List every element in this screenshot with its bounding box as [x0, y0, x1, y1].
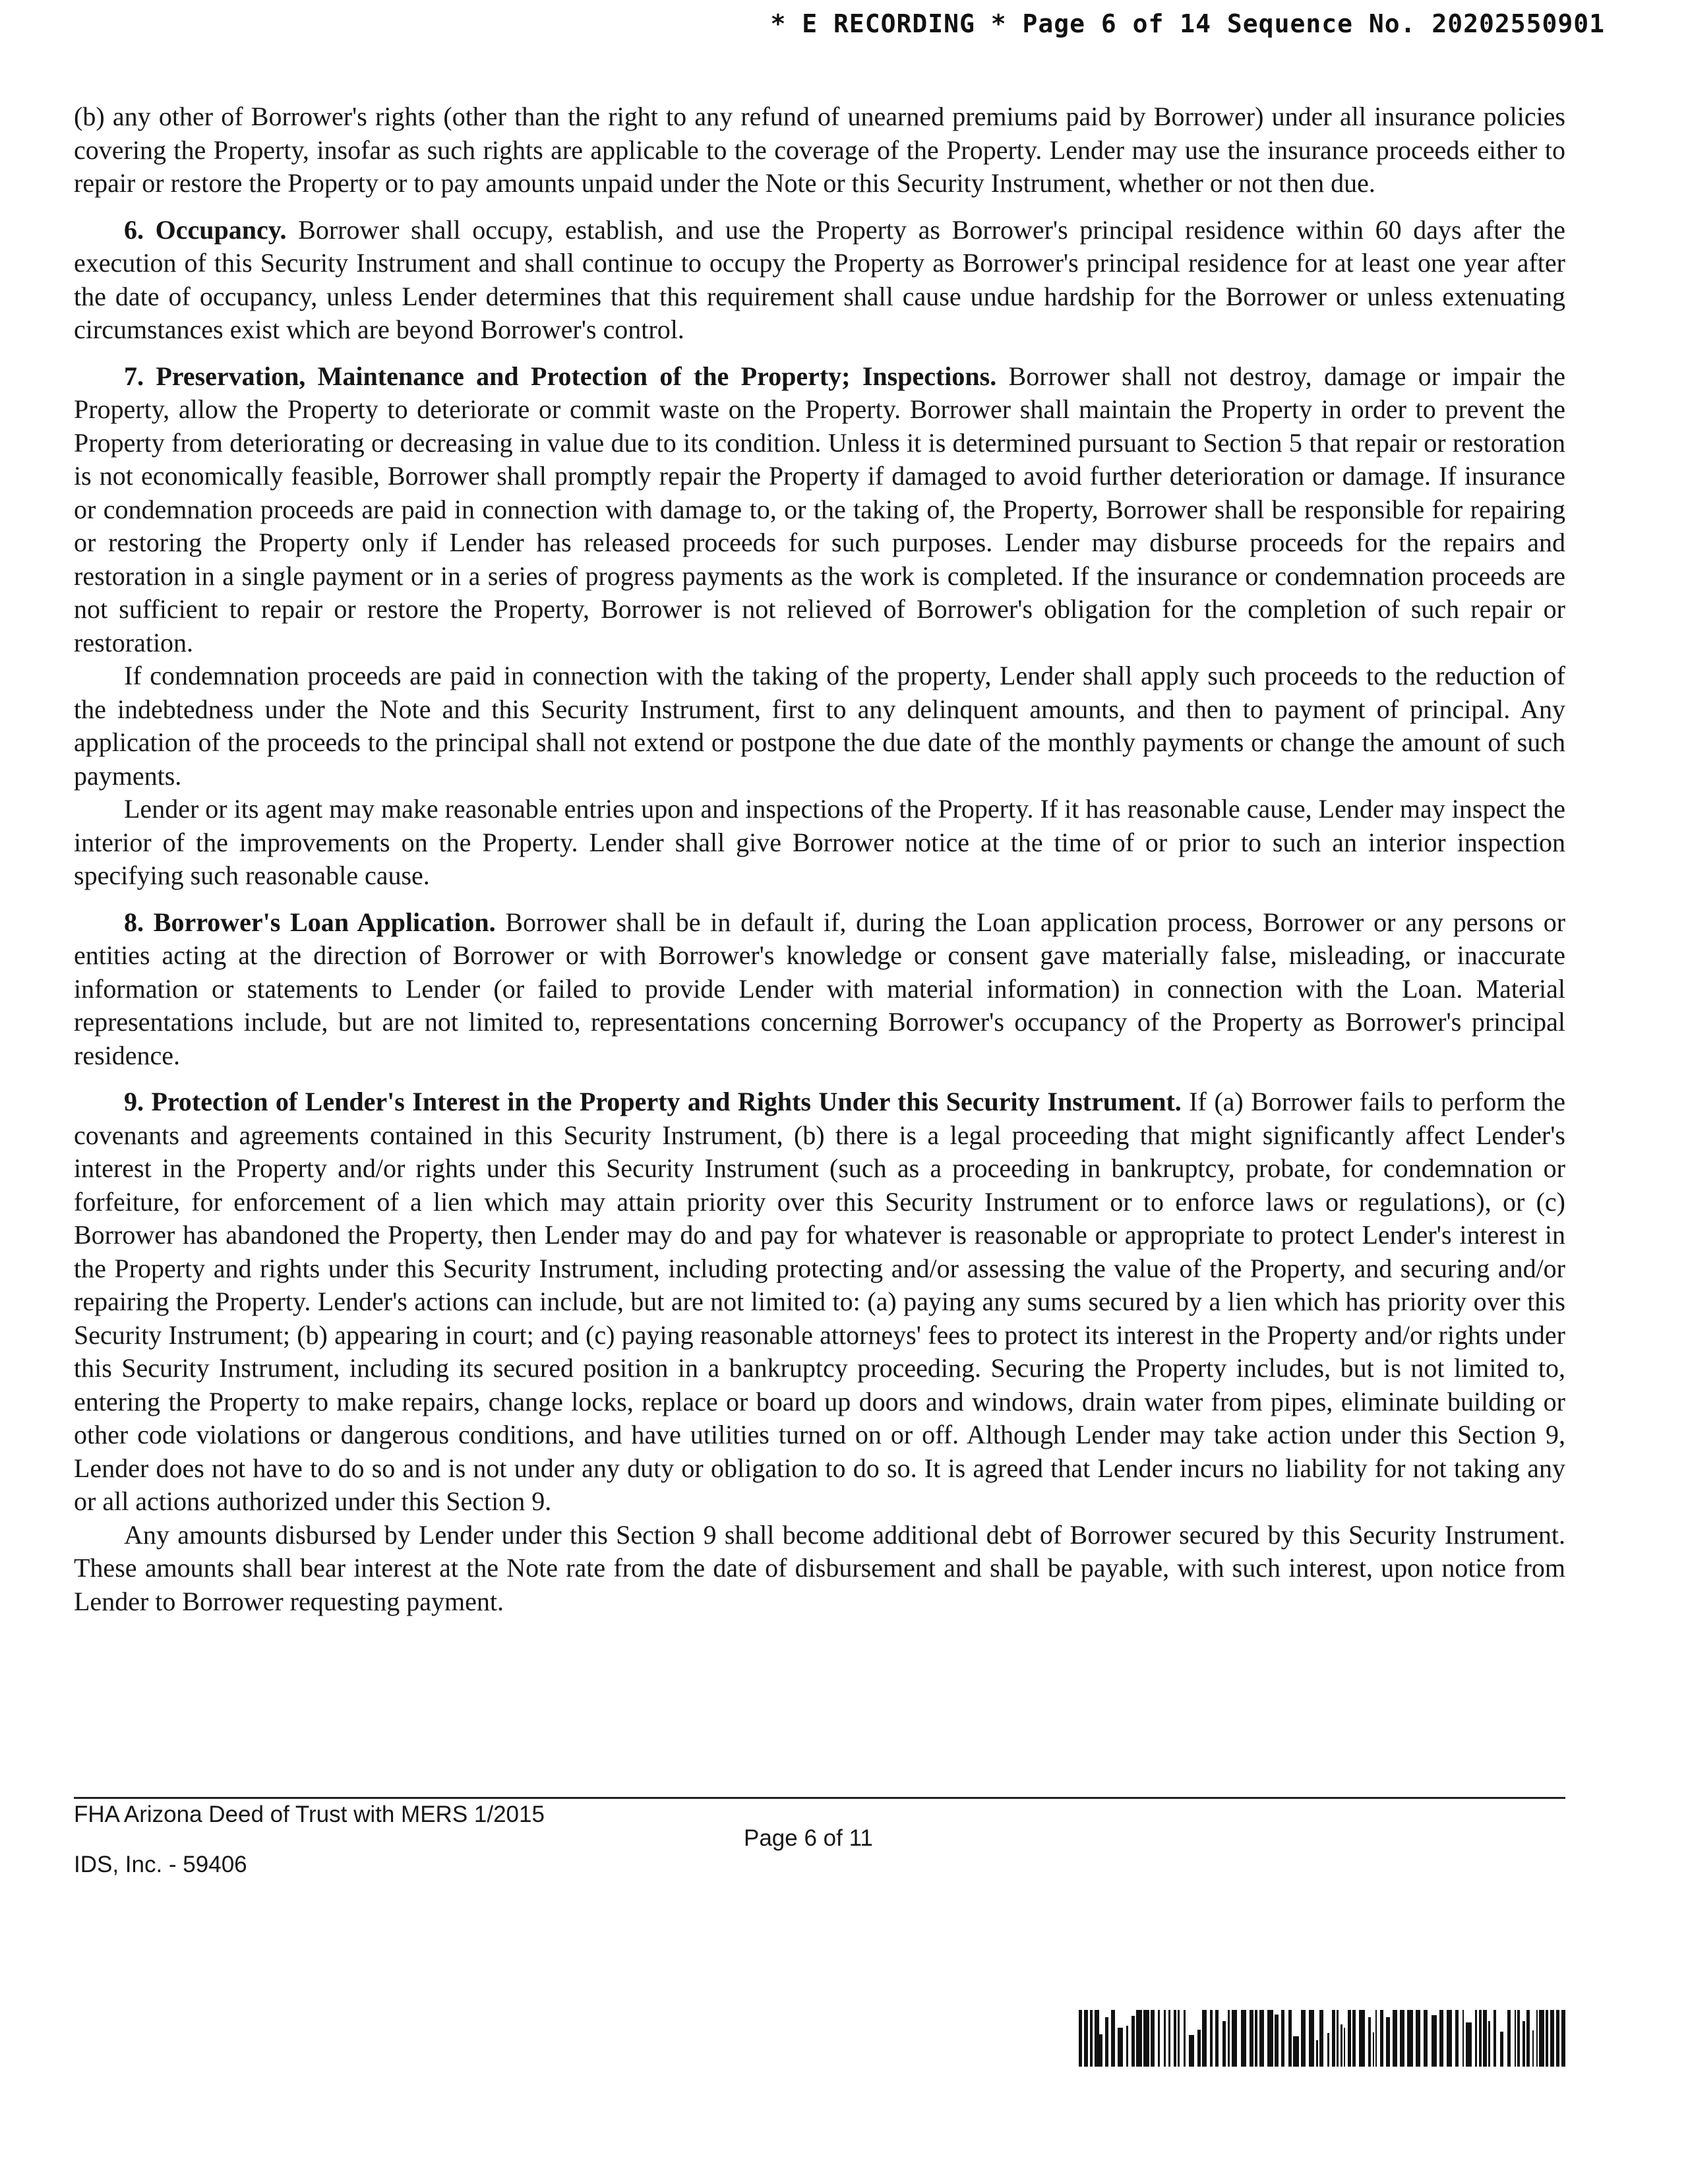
recording-header: * E RECORDING * Page 6 of 14 Sequence No. 20202550901 [770, 9, 1605, 38]
preservation-section [74, 360, 1565, 660]
preservation-heading: 7. Preservation, Maintenance and Protection of the Property; Inspections. [124, 361, 997, 391]
footer-divider [74, 1797, 1565, 1799]
disbursement-paragraph: Any amounts disbursed by Lender under this Section 9 shall become additional debt of Borrower secured by this Security Instrument. These amounts shall bear interest at the Note rate from the date of disbursement and shall be payable, with such interest, upon notice from Lender to Borrower requesting payment. [74, 1519, 1565, 1616]
insurance-continuation-paragraph [74, 100, 1565, 200]
occupancy-text: Borrower shall occupy, establish, and use the Property as Borrower's principal residence within 60 days after the execution of this Security Instrument and shall continue to occupy the Property as Borrower's principal residence for at least one year after the date of occupancy, unless Lender determines that this requirement shall cause undue hardship for the Borrower or unless extenuating circumstances exist which are beyond Borrower's control. [74, 214, 1565, 344]
loan-application-section [74, 906, 1565, 1073]
occupancy-section [74, 214, 1565, 347]
protection-section [74, 1085, 1565, 1519]
condemnation-paragraph: If condemnation proceeds are paid in connection with the taking of the property, Lender shall apply such proceeds to the reduction of the indebtedness under the Note and this Security Instrument, first to any delinquent amounts, and then to payment of principal. Any application of the proceeds to the principal shall not extend or postpone the due date of the monthly payments or change the amount of such payments. [74, 661, 1565, 791]
loan-application-heading: 8. Borrower's Loan Application. [124, 907, 496, 937]
protection-text: If (a) Borrower fails to perform the covenants and agreements contained in this Security Instrument, (b) there is a legal proceeding that might significantly affect Lender's interest in the Property and/or rights under this Security Instrument (such as a proceeding in bankruptcy, probate, for condemnation or forfeiture, for enforcement of a lien which may attain priority over this Security Instrument or to enforce laws or regulations), or (c) Borrower has abandoned the Property, then Lender may do and pay for whatever is reasonable or appropriate to protect Lender's interest in the Property and rights under this Security Instrument, including protecting and/or assessing the value of the Property, and securing and/or repairing the Property. Lender's actions can include, but are not limited to: (a) paying any sums secured by a lien which has priority over this Security Instrument; (b) appearing in court; and (c) paying reasonable attorneys' fees to protect its interest in the Property and/or rights under this Security Instrument, including its secured position in a bankruptcy proceeding. Securing the Property includes, but is not limited to, entering the Property to make repairs, change locks, replace or board up doors and windows, drain water from pipes, eliminate building or other code violations or dangerous conditions, and have utilities turned on or off. Although Lender may take action under this Section 9, Lender does not have to do so and is not under any duty or obligation to do so. It is agreed that Lender incurs no liability for not taking any or all actions authorized under this Section 9. [74, 1087, 1565, 1516]
footer-page-number: Page 6 of 11 [744, 1825, 873, 1851]
insurance-continuation-text: (b) any other of Borrower's rights (other than the right to any refund of unearned premiums paid by Borrower) under all insurance policies covering the Property, insofar as such rights are applicable to the coverage of the Property. Lender may use the insurance proceeds either to repair or restore the Property or to pay amounts unpaid under the Note or this Security Instrument, whether or not then due. [74, 102, 1565, 198]
inspection-paragraph: Lender or its agent may make reasonable entries upon and inspections of the Property. If it has reasonable cause, Lender may inspect the interior of the improvements on the Property. Lender shall give Borrower notice at the time of or prior to such an interior inspection specifying such reasonable cause. [74, 794, 1565, 890]
footer-form-name: FHA Arizona Deed of Trust with MERS 1/2015 [74, 1802, 545, 1827]
footer-vendor: IDS, Inc. - 59406 [74, 1852, 247, 1877]
barcode-icon [1079, 2010, 1565, 2067]
occupancy-heading: 6. Occupancy. [124, 214, 287, 245]
loan-application-text: Borrower shall be in default if, during the Loan application process, Borrower or any persons or entities acting at the direction of Borrower or with Borrower's knowledge or consent gave materially false, misleading, or inaccurate information or statements to Lender (or failed to provide Lender with material information) in connection with the Loan. Material representations include, but are not limited to, representations concerning Borrower's occupancy of the Property as Borrower's principal residence. [74, 907, 1566, 1070]
preservation-text: Borrower shall not destroy, damage or impair the Property, allow the Property to deteriorate or commit waste on the Property. Borrower shall maintain the Property in order to prevent the Property from deteriorating or decreasing in value due to its condition. Unless it is determined pursuant to Section 5 that repair or restoration is not economically feasible, Borrower shall promptly repair the Property if damaged to avoid further deterioration or damage. If insurance or condemnation proceeds are paid in connection with damage to, or the taking of, the Property, Borrower shall be responsible for repairing or restoring the Property only if Lender has released proceeds for such purposes. Lender may disburse proceeds for the repairs and restoration in a single payment or in a series of progress payments as the work is completed. If the insurance or condemnation proceeds are not sufficient to repair or restore the Property, Borrower is not relieved of Borrower's obligation for the completion of such repair or restoration. [74, 361, 1565, 657]
protection-heading: 9. Protection of Lender's Interest in the Property and Rights Under this Security Instrument. [124, 1087, 1182, 1116]
document-body [74, 100, 1565, 1618]
